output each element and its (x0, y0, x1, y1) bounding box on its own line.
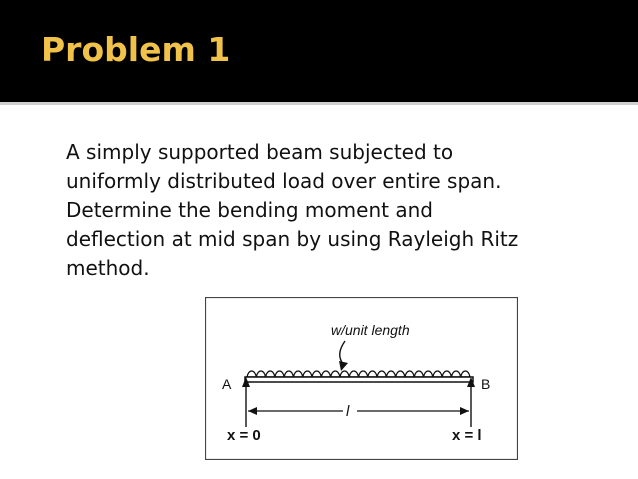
statement-line: uniformly distributed load over entire span. (66, 169, 502, 193)
x-left-label: x = 0 (227, 427, 261, 444)
beam (245, 377, 473, 382)
problem-statement (66, 138, 626, 283)
beam-diagram-svg (205, 297, 518, 460)
slide-title: Problem 1 (41, 30, 231, 69)
title-bar (0, 0, 638, 102)
statement-line: method. (66, 256, 150, 280)
statement-line: A simply supported beam subjected to (66, 140, 454, 164)
beam-diagram (205, 297, 518, 460)
statement-line: Determine the bending moment and (66, 198, 433, 222)
span-label: l (346, 403, 350, 420)
load-label: w/unit length (331, 322, 410, 338)
title-divider (0, 102, 638, 105)
support-a-label: A (222, 376, 232, 392)
statement-line: deflection at mid span by using Rayleigh Ritz (66, 227, 519, 251)
support-b-label: B (481, 376, 491, 392)
x-right-label: x = l (452, 427, 482, 444)
